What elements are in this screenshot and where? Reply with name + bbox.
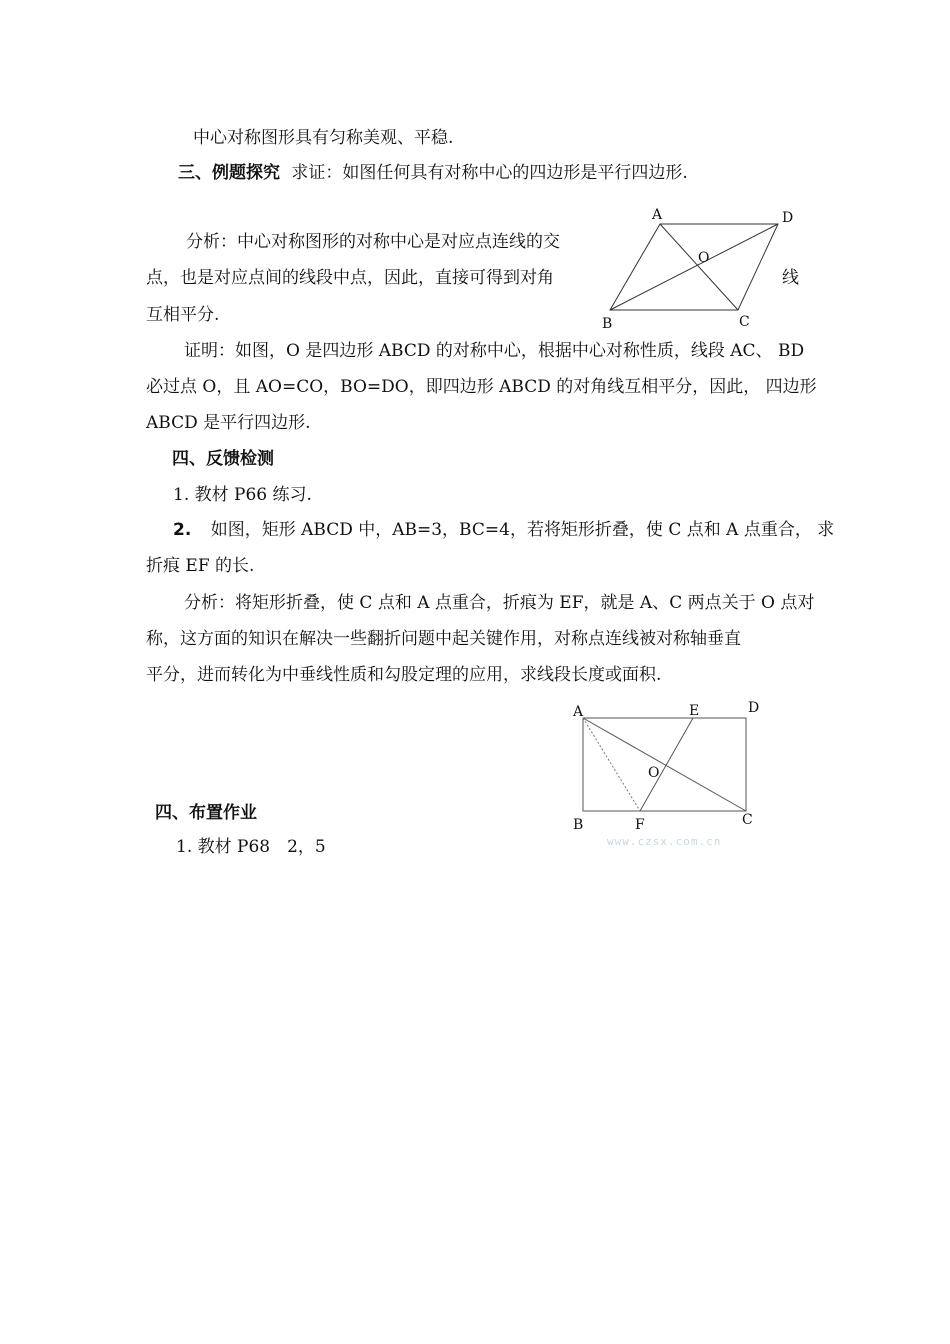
feedback-item2-number: 2. [173, 520, 192, 540]
label-d-rect: D [748, 700, 760, 716]
example-heading: 三、例题探究 [178, 163, 280, 183]
feedback-item2-line1 [173, 519, 834, 541]
rectangle-figure [566, 695, 766, 835]
analysis1-line2: 点，也是对应点间的线段中点，因此，直接可得到对角 [146, 268, 554, 288]
analysis2-line1: 分析：将矩形折叠，使 C 点和 A 点重合，折痕为 EF，就是 A、C 两点关于 O 点对 [184, 593, 815, 613]
proof-line2: 必过点 O，且 AO=CO，BO=DO，即四边形 ABCD 的对角线互相平分，因此， 四边形 [146, 377, 817, 397]
feedback-item2-line2: 折痕 EF 的长. [146, 556, 255, 576]
label-c-rect: C [742, 812, 753, 828]
label-f-rect: F [635, 817, 645, 833]
feedback-item1: 1. 教材 P66 练习. [173, 485, 312, 505]
analysis2-line2: 称，这方面的知识在解决一些翻折问题中起关键作用，对称点连线被对称轴垂直 [146, 629, 741, 649]
symmetry-paragraph: 中心对称图形具有匀称美观、平稳. [193, 128, 454, 148]
label-d: D [782, 210, 794, 226]
diagonal-ac [660, 224, 738, 310]
example-section [178, 162, 688, 184]
label-o-rect: O [648, 765, 660, 781]
watermark: www.czsx.com.cn [607, 835, 722, 848]
proof-line1: 证明：如图，O 是四边形 ABCD 的对称中心，根据中心对称性质，线段 AC、 BD [184, 341, 805, 361]
label-c: C [739, 314, 750, 330]
analysis2-line3: 平分，进而转化为中垂线性质和勾股定理的应用，求线段长度或面积. [146, 665, 662, 685]
label-o: O [698, 250, 710, 266]
feedback-heading: 四、反馈检测 [172, 449, 274, 469]
parallelogram-figure [598, 200, 798, 335]
feedback-item2-text: 如图，矩形 ABCD 中，AB=3，BC=4，若将矩形折叠，使 C 点和 A 点重合， 求 [210, 520, 835, 540]
analysis1-line3: 互相平分. [146, 305, 220, 325]
diagonal-ac-rect [583, 718, 746, 811]
analysis1-line2-tail: 线 [782, 268, 799, 288]
homework-item1: 1. 教材 P68 2，5 [176, 837, 326, 857]
homework-heading: 四、布置作业 [155, 803, 257, 823]
example-problem: 求证：如图任何具有对称中心的四边形是平行四边形. [291, 163, 688, 183]
label-a: A [652, 207, 663, 223]
segment-af [583, 718, 640, 811]
label-a-rect: A [573, 704, 584, 720]
label-e-rect: E [689, 703, 700, 719]
proof-line3: ABCD 是平行四边形. [146, 413, 311, 433]
analysis1-line1: 分析：中心对称图形的对称中心是对应点连线的交 [186, 232, 560, 252]
label-b-rect: B [573, 817, 584, 833]
label-b: B [602, 316, 613, 332]
